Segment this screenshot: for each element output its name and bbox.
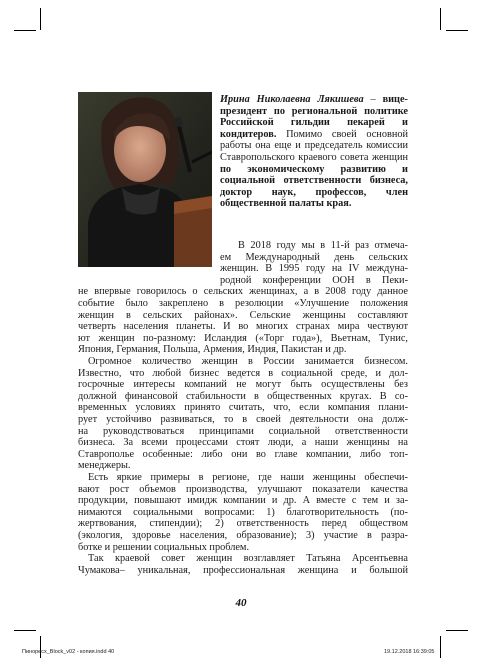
- text-line: должной финансовой стабильности в общественных кругах. В со-: [78, 390, 408, 402]
- text-line: продукции, повышают имидж компании и др. А вместе с тем и за-: [78, 495, 408, 507]
- text-line: нимаются социальными вопросами: 1) благотворительность (по-: [78, 506, 408, 518]
- page-number: 40: [235, 597, 247, 609]
- text-line: госрочные интересы компаний не могут быть осуществлены без: [78, 379, 408, 391]
- text-line: вают рост объемов производства, улучшают показатели качества: [78, 483, 408, 495]
- text-line: на руководствоваться принципами социальной ответственности: [78, 425, 408, 437]
- text-line: временных условиях принято считать, что, если компания плани-: [78, 402, 408, 414]
- text-line: Япония, Германия, Польша, Армения, Индия, Пакистан и др.: [78, 344, 347, 356]
- text-line: менеджеры.: [78, 460, 131, 472]
- text-line: ем Международный день сельских: [220, 251, 408, 263]
- text-line: В 2018 году мы в 11-й раз отмеча-: [238, 240, 408, 251]
- text-line: рует устойчиво развиваться, то в своей деятельности она долж-: [78, 414, 408, 425]
- bio-paragraph: [220, 94, 408, 210]
- crop-mark: [40, 8, 41, 30]
- text-line: бизнеса. За всеми процессами стоят люди, а наши женщины на: [78, 437, 408, 449]
- text-line: (экология, здоровье населения, образование); 3) участие в разра-: [78, 530, 408, 541]
- crop-mark: [446, 30, 468, 31]
- text-line: событие было закреплено в резолюции «Улучшение положения: [78, 298, 408, 309]
- text-line: Есть яркие примеры в регионе, где наши женщины обеспечи-: [88, 472, 408, 483]
- portrait-photo: [78, 92, 212, 267]
- footer-filename: Пиноресх_Block_v02 - копия.indd 40: [22, 649, 115, 655]
- crop-mark: [446, 630, 468, 631]
- person-role-bold: по экономическому развитию и социальной ответственности бизнеса, доктор наук, профессов, член общественной палаты края.: [220, 163, 408, 210]
- text-line: ботке и решении социальных проблем.: [78, 541, 250, 553]
- text-line: четверть населения планеты. И во многих странах мира чествуют: [78, 321, 408, 333]
- text-line: родной конференции ООН в Пеки-: [220, 274, 408, 286]
- text-line: женщин в сельских районах». Сельские женщины составляют: [78, 309, 408, 321]
- crop-mark: [14, 630, 36, 631]
- text-line: Известно, что любой бизнес ведется в социальной среде, и дол-: [78, 367, 408, 379]
- text-line: жертвования, стипендии); 2) ответственность перед обществом: [78, 518, 408, 530]
- text-line: ют женщин по-разному: Исландия («Торг года»), Вьетнам, Тунис,: [78, 332, 408, 344]
- person-role: вице-президент по региональной политике Российской гильдии пекарей и кондитеров.: [220, 94, 408, 140]
- person-role-text: Помимо своей основной работы она еще и председатель комиссии Ставропольского краевого совета женщин: [220, 128, 408, 163]
- crop-mark: [14, 30, 36, 31]
- footer-timestamp: 19.12.2018 16:39:05: [384, 649, 435, 655]
- text-line: Огромное количество женщин в России занимается бизнесом.: [88, 356, 408, 367]
- person-name: Ирина Николаевна Лякишева: [220, 94, 364, 105]
- name-dash: –: [363, 94, 376, 105]
- text-line: не впервые говорилось о сельских женщинах, а в 2008 году данное: [78, 286, 408, 298]
- portrait-illustration: [78, 92, 212, 267]
- text-line: Чумакова– уникальная, профессиональная женщина и большой: [78, 564, 408, 576]
- text-line: Так краевой совет женщин возглавляет Татьяна Арсентьевна: [88, 553, 408, 565]
- crop-mark: [440, 636, 441, 658]
- crop-mark: [440, 8, 441, 30]
- text-line: женщин. В 1995 году на IV междуна-: [220, 263, 408, 275]
- text-line: Ставрополье особенные: либо они во главе компании, либо топ-: [78, 448, 408, 460]
